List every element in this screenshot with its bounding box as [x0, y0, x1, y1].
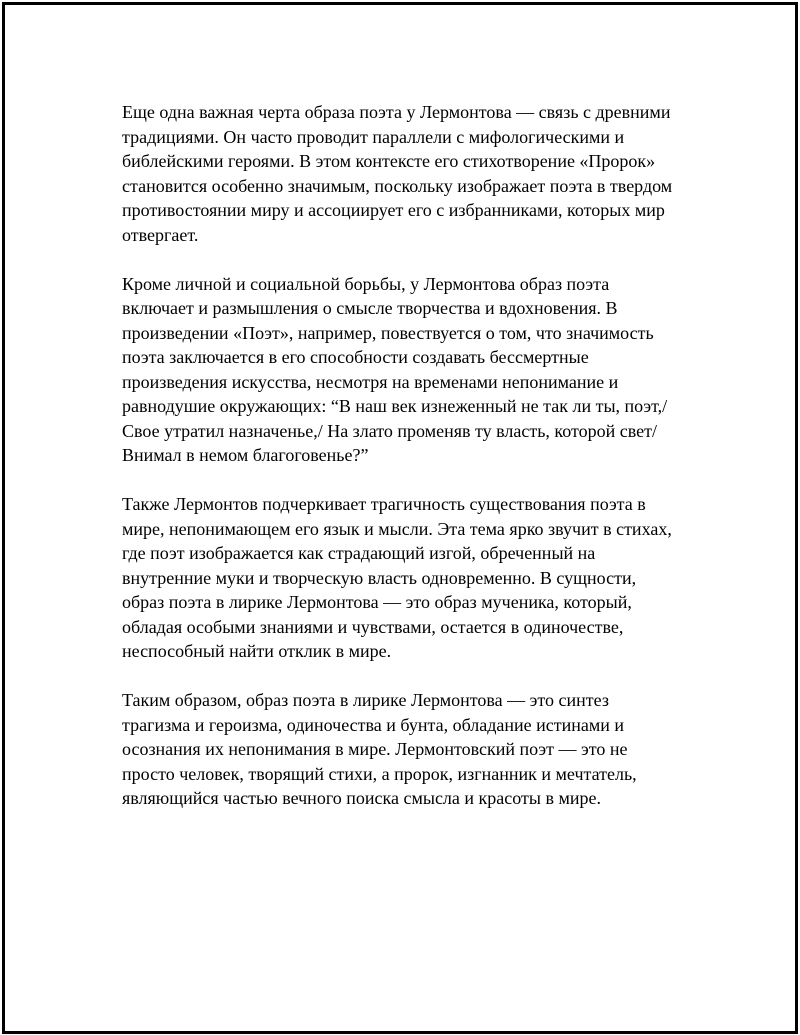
text-line: просто человек, творящий стихи, а пророк, изгнанник и мечтатель,	[122, 763, 637, 784]
text-line: Таким образом, образ поэта в лирике Лермонтова — это синтез	[122, 690, 609, 710]
text-line: произведении «Поэт», например, повествуется о том, что значимость	[122, 322, 654, 343]
document-body	[122, 100, 712, 835]
text-line: Еще одна важная черта образа поэта у Лермонтова — связь с древними	[122, 102, 671, 122]
text-line: обладая особыми знаниями и чувствами, остается в одиночестве,	[122, 616, 624, 637]
text-line: включает и размышления о смысле творчества и вдохновения. В	[122, 298, 618, 318]
text-line: противостоянии миру и ассоциирует его с избранниками, которых мир	[122, 200, 665, 220]
text-line: библейскими героями. В этом контексте его стихотворение «Пророк»	[122, 151, 656, 171]
text-line: произведения искусства, несмотря на временами непонимание и	[122, 371, 619, 392]
text-line: неспособный найти отклик в мире.	[122, 641, 392, 661]
text-line: Также Лермонтов подчеркивает трагичность существования поэта в	[122, 494, 646, 514]
text-line: отвергает.	[122, 224, 199, 245]
paragraph-4	[122, 688, 712, 811]
text-line: традициями. Он часто проводит параллели с мифологическими и	[122, 126, 625, 147]
text-line: мире, непонимающем его язык и мысли. Эта тема ярко звучит в стихах,	[122, 518, 672, 539]
text-line: Свое утратил назначенье,/ На злато променяв ту власть, которой свет/	[122, 420, 658, 441]
text-line: внутренние муки и творческую власть одновременно. В сущности,	[122, 567, 637, 588]
text-line: трагизма и героизма, одиночества и бунта, обладание истинами и	[122, 714, 625, 735]
text-line: равнодушие окружающих: “В наш век изнеженный не так ли ты, поэт,/	[122, 396, 668, 416]
text-line: поэта заключается в его способности создавать бессмертные	[122, 347, 589, 367]
text-line: являющийся частью вечного поиска смысла и красоты в мире.	[122, 788, 601, 808]
paragraph-2	[122, 272, 712, 468]
text-line: образ поэта в лирике Лермонтова — это образ мученика, который,	[122, 592, 632, 612]
text-line: становится особенно значимым, поскольку изображает поэта в твердом	[122, 175, 673, 196]
paragraph-3	[122, 492, 712, 664]
paragraph-1	[122, 100, 712, 247]
text-line: Кроме личной и социальной борьбы, у Лермонтова образ поэта	[122, 273, 610, 294]
document-page	[2, 2, 798, 1034]
text-line: Внимал в немом благоговенье?”	[122, 445, 369, 465]
text-line: осознания их непонимания в мире. Лермонтовский поэт — это не	[122, 739, 628, 759]
text-line: где поэт изображается как страдающий изгой, обреченный на	[122, 543, 596, 563]
